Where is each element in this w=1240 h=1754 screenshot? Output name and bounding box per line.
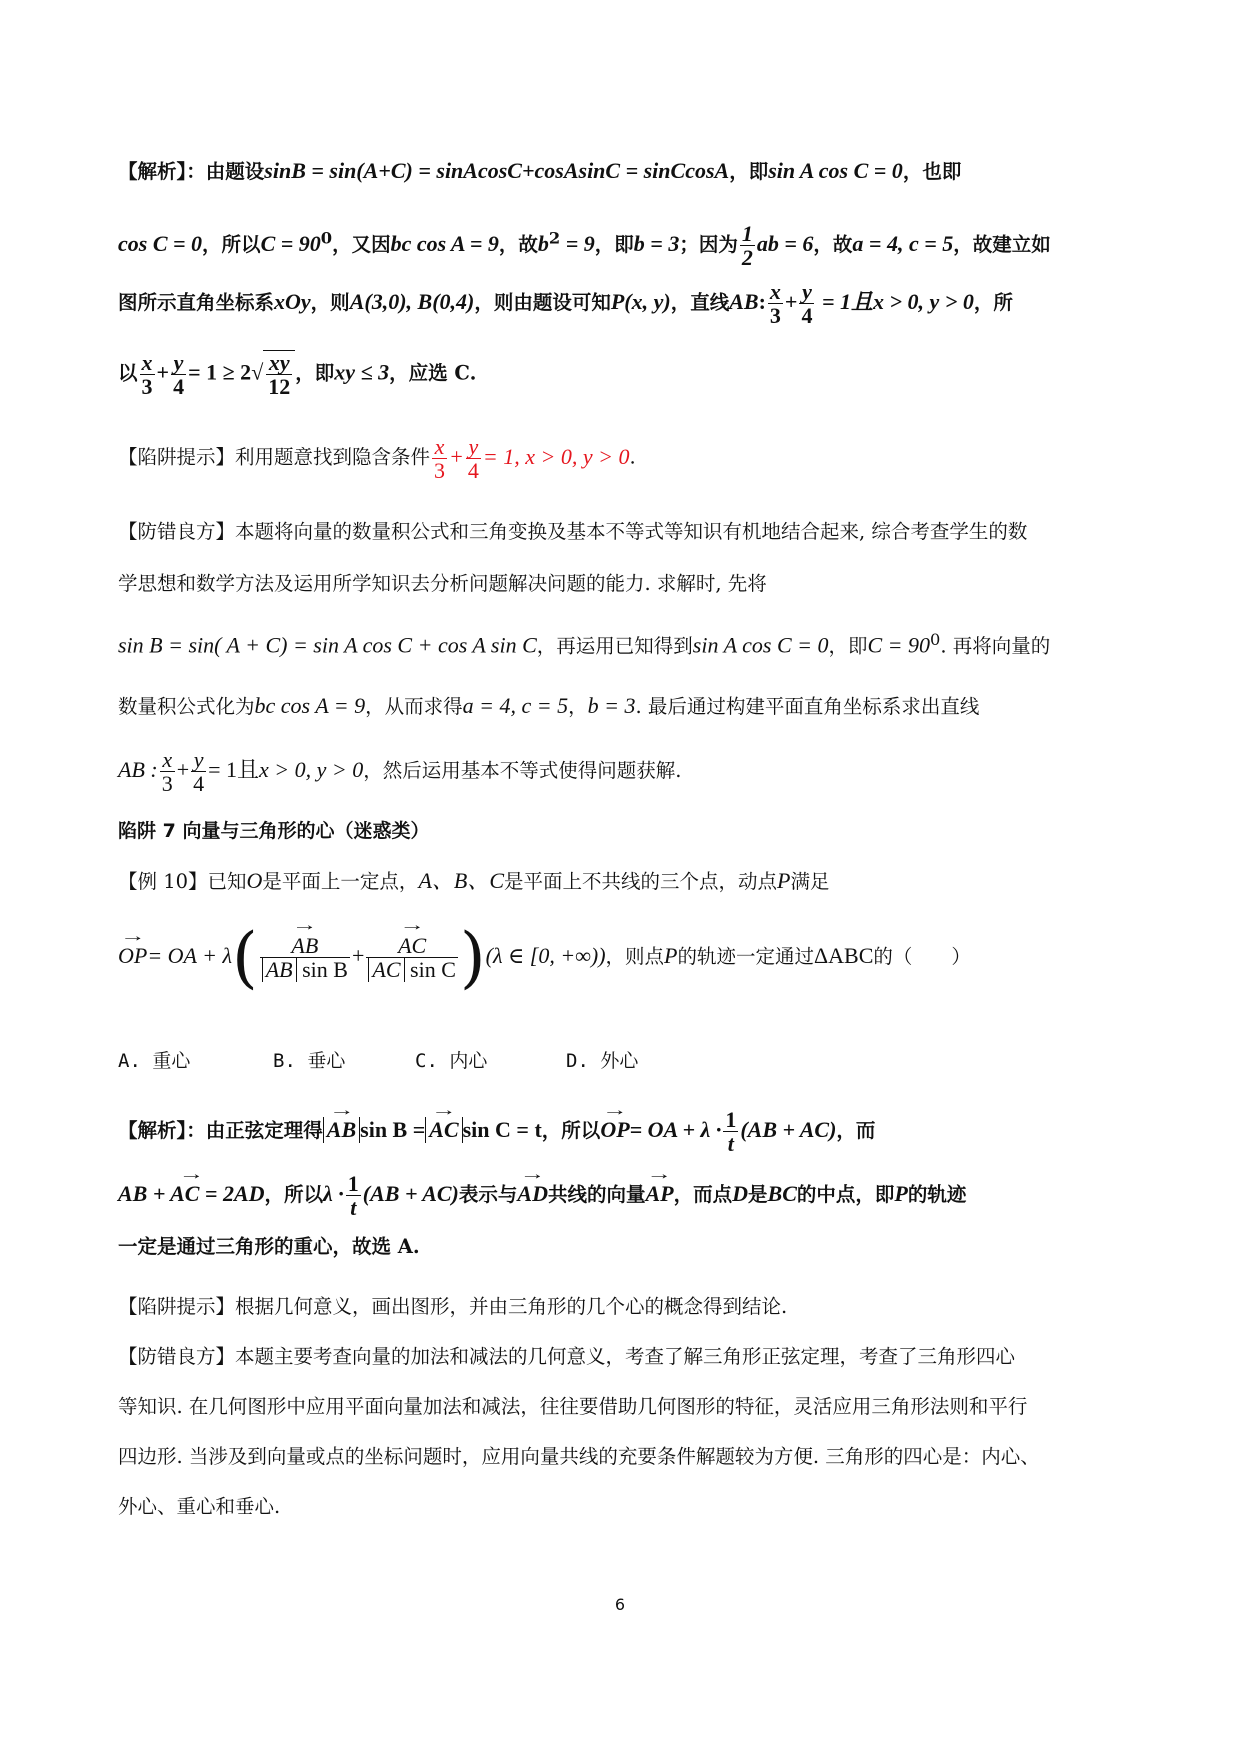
fix-tip-1-line-1: 【防错良方】本题将向量的数量积公式和三角变换及基本不等式等知识有机地结合起来, 综合考查学生的数: [118, 520, 1028, 543]
fix-tip-2-line-4: 外心、重心和垂心.: [118, 1495, 281, 1518]
y-over-4: $\frac{y}{4}$: [193, 747, 205, 797]
page-number: 6: [614, 1595, 626, 1614]
ac-unit-vector: → $\frac{AC}{\text{AC sin C}}$: [366, 934, 457, 981]
fix-tip-1-line-5: AB : $\frac{x}{3}$ + $\frac{y}{4}$ = 1且x > 0, y > 0，然后运用基本不等式使得问题获解.: [118, 747, 682, 797]
choice-d[interactable]: D. 外心: [566, 1050, 639, 1072]
analysis-line-1: 【解析】：由题设sinB = sin(A+C) = sinAcosC+cosAsinC = sinCcosA，即sin A cos C = 0，也即: [118, 158, 962, 183]
analysis-tag: 【解析】: [118, 160, 187, 183]
analysis-2-line-1: 【解析】：由正弦定理得→ AB sin B =→ AC sin C = t，所以→ OP= OA + λ · $\frac{1}{t}$ (AB + AC)，而: [118, 1108, 875, 1155]
analysis-2-line-3: 一定是通过三角形的重心，故选 A.: [118, 1235, 420, 1258]
fix-tip-1-line-4: 数量积公式化为bc cos A = 9，从而求得a = 4, c = 5，b = 3. 最后通过构建平面直角坐标系求出直线: [118, 693, 980, 718]
sqrt-xy-12: $\frac{xy}{12}$: [263, 350, 295, 398]
ab-unit-vector: → $\frac{AB}{\text{AB sin B}}$: [260, 934, 350, 981]
fix-tip-1-line-3: sin B = sin( A + C) = sin A cos C + cos A sin C，再运用已知得到sin A cos C = 0，即$C = 90^0$. 再将向量的: [118, 630, 1051, 658]
section-heading-trap-7: 陷阱 7 向量与三角形的心（迷惑类）: [118, 820, 430, 842]
analysis-tag: 【解析】: [118, 1119, 187, 1143]
analysis-line-4: 以 $\frac{x}{3}$ + $\frac{y}{4}$ = 1 ≥ 2√ $\frac{xy}{12}$ ，即xy ≤ 3，应选 C.: [118, 349, 477, 400]
choice-b[interactable]: B. 垂心: [273, 1050, 346, 1072]
y-over-4: $\frac{y}{4}$: [801, 279, 813, 329]
y-over-4: $\frac{y}{4}$: [173, 349, 185, 399]
y-over-4: $\frac{y}{4}$: [467, 434, 479, 484]
analysis-line-3: 图所示直角坐标系xOy，则A(3,0), B(0,4)，则由题设可知P(x, y)，直线AB: $\frac{x}{3}$ + $\frac{y}{4}$ = 1且x > 0, y > 0，所: [118, 279, 1013, 329]
half-fraction: $\frac{1}{2}$: [741, 221, 753, 271]
x-over-3: $\frac{x}{3}$: [141, 349, 153, 399]
example-10-statement: 【例 10】已知O是平面上一定点，A、B、C是平面上不共线的三个点，动点P满足: [118, 868, 830, 893]
fix-tip-tag: 【防错良方】: [118, 520, 236, 543]
x-over-3: $\frac{x}{3}$: [161, 747, 173, 797]
example-10-formula: → OP= OA + λ( → $\frac{AB}{\text{AB sin B}}$ + → $\frac{AC}{\text{AC sin C}}$ )(λ ∈ [0, +∞))，则点P的轨迹一定通过ΔABC的（ ）: [118, 918, 971, 997]
analysis-line-2: cos C = 0，所以$C = 90^0$，又因bc cos A = 9，故$b^2 = 9$，即b = 3；因为 $\frac{1}{2}$ ab = 6，故a = 4, c = 5，故建立如: [118, 221, 1051, 271]
trap-hint-tag: 【陷阱提示】: [118, 1295, 236, 1318]
fix-tip-2-line-1: 【防错良方】本题主要考查向量的加法和减法的几何意义，考查了解三角形正弦定理，考查了三角形四心: [118, 1345, 1016, 1368]
trap-hint-tag: 【陷阱提示】: [118, 445, 236, 469]
x-over-3: $\frac{x}{3}$: [769, 279, 781, 329]
fix-tip-tag: 【防错良方】: [118, 1345, 236, 1368]
x-over-3: $\frac{x}{3}$: [434, 434, 446, 484]
choice-c[interactable]: C. 内心: [415, 1050, 488, 1072]
trap-hint-1: 【陷阱提示】利用题意找到隐含条件 $\frac{x}{3}$ + $\frac{y}{4}$ = 1, x > 0, y > 0.: [118, 434, 636, 484]
analysis-2-line-2: → AB + AC = 2AD，所以λ · $\frac{1}{t}$ (AB + AC)表示与→ AD共线的向量→ AP，而点D是BC的中点，即P的轨迹: [118, 1172, 966, 1219]
fix-tip-2-line-3: 四边形. 当涉及到向量或点的坐标问题时，应用向量共线的充要条件解题较为方便. 三角形的四心是：内心、: [118, 1445, 1040, 1468]
fix-tip-2-line-2: 等知识. 在几何图形中应用平面向量加法和减法，往往要借助几何图形的特征，灵活应用三角形法则和平行: [118, 1395, 1028, 1418]
choice-a[interactable]: A. 重心: [118, 1050, 191, 1072]
example-tag: 【例 10】: [118, 870, 208, 893]
fix-tip-1-line-2: 学思想和数学方法及运用所学知识去分析问题解决问题的能力. 求解时, 先将: [118, 572, 767, 595]
trap-hint-2: 【陷阱提示】根据几何意义，画出图形，并由三角形的几个心的概念得到结论.: [118, 1295, 788, 1318]
